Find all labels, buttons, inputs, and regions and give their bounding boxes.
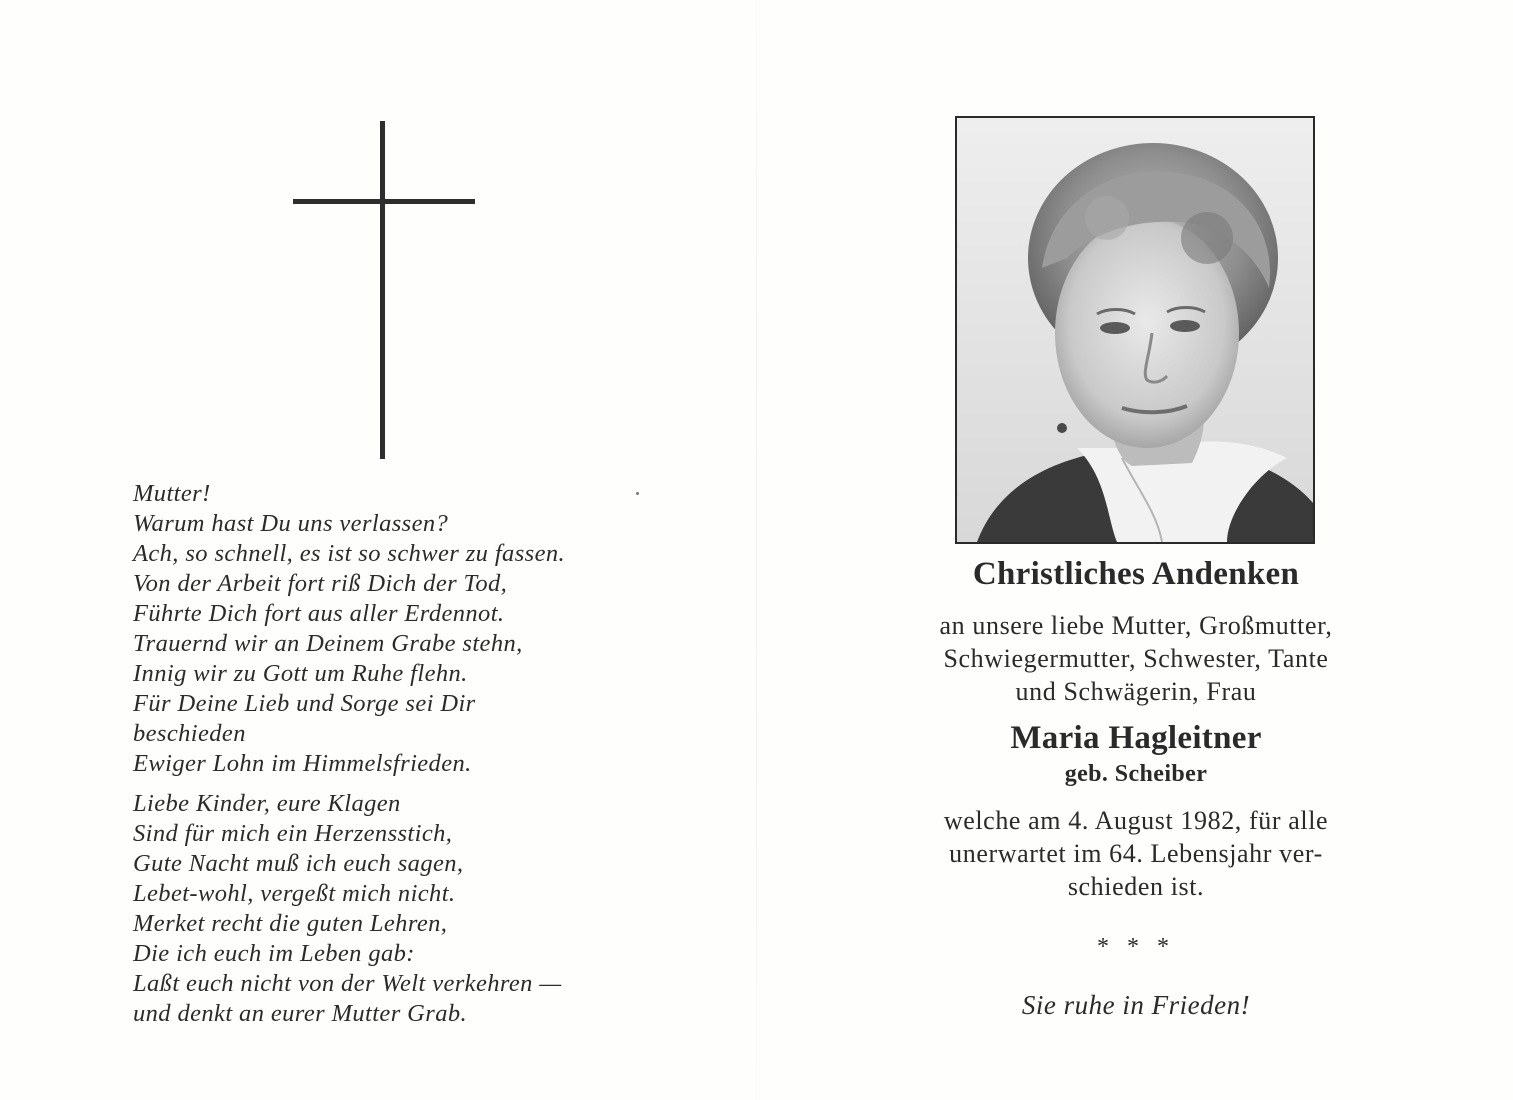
poem-line: Merket recht die guten Lehren,	[133, 910, 448, 937]
poem-line: Gute Nacht muß ich euch sagen,	[133, 850, 464, 877]
portrait-photo	[955, 116, 1315, 544]
poem-line: Die ich euch im Leben gab:	[133, 940, 415, 967]
death-notice	[866, 804, 1406, 903]
poem-line: Warum hast Du uns verlassen?	[133, 510, 449, 537]
poem-line: Führte Dich fort aus aller Erdennot.	[133, 600, 505, 627]
memorial-intro	[866, 609, 1406, 708]
death-notice-line: welche am 4. August 1982, für alle	[943, 806, 1329, 835]
cross-vertical-beam	[380, 121, 385, 459]
death-notice-line: schieden ist.	[1067, 872, 1205, 901]
death-notice-line: unerwartet im 64. Lebensjahr ver-	[949, 839, 1323, 868]
deceased-name: Maria Hagleitner	[1010, 720, 1262, 756]
poem-line: Von der Arbeit fort riß Dich der Tod,	[133, 570, 508, 597]
poem-stanza-1	[133, 479, 693, 779]
intro-line: an unsere liebe Mutter, Großmutter,	[939, 611, 1333, 640]
poem-stanza-2	[133, 789, 693, 1029]
birth-name: geb. Scheiber	[1064, 761, 1208, 787]
poem-line: Ach, so schnell, es ist so schwer zu fassen.	[133, 540, 566, 567]
closing-blessing: Sie ruhe in Frieden!	[1021, 990, 1251, 1020]
poem-line: beschieden	[133, 720, 246, 747]
memorial-heading: Christliches Andenken	[972, 556, 1300, 592]
separator-stars: * * *	[1097, 934, 1175, 960]
poem-line: Laßt euch nicht von der Welt verkehren —	[133, 970, 562, 997]
poem-line: Für Deine Lieb und Sorge sei Dir	[133, 690, 476, 717]
intro-line: Schwiegermutter, Schwester, Tante	[943, 644, 1329, 673]
poem-line: Innig wir zu Gott um Ruhe flehn.	[133, 660, 468, 687]
poem-line: Ewiger Lohn im Himmelsfrieden.	[133, 750, 472, 777]
card-fold	[756, 0, 757, 1100]
poem-line: Liebe Kinder, eure Klagen	[133, 790, 401, 817]
poem-line: Mutter!	[133, 480, 211, 507]
poem-line: Sind für mich ein Herzensstich,	[133, 820, 453, 847]
poem-line: Trauernd wir an Deinem Grabe stehn,	[133, 630, 523, 657]
poem-line: und denkt an eurer Mutter Grab.	[133, 1000, 468, 1027]
poem-line: Lebet-wohl, vergeßt mich nicht.	[133, 880, 456, 907]
portrait-illustration	[957, 118, 1313, 542]
cross-horizontal-beam	[293, 199, 475, 204]
intro-line: und Schwägerin, Frau	[1015, 677, 1257, 706]
